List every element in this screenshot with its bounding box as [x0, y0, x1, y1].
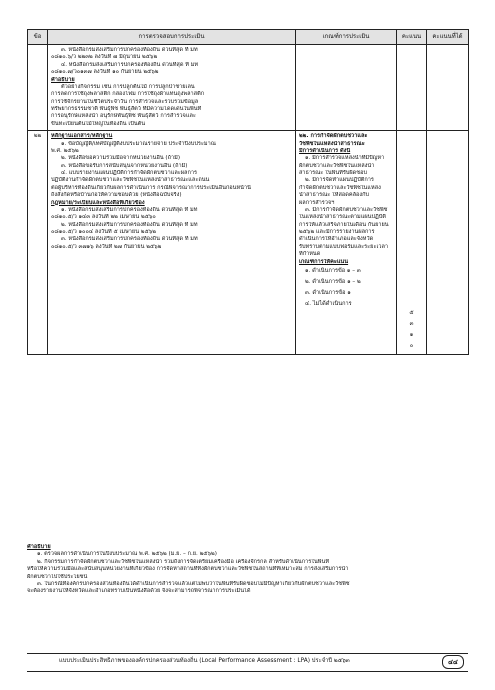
- doc-line: พ.ศ. ๒๕๖๒: [51, 147, 79, 154]
- prev-desc-line: ขึ้นทะเบียนต้นไม้ใหญ่ในท้องถิ่น เป็นต้น: [51, 120, 146, 127]
- page-number: ๔๔: [442, 655, 464, 669]
- law-line: ๐๘๑๐.๕/ว ๓๗๑๖ ลงวันที่ ๒๗ กันยายน ๒๕๖๒: [51, 243, 162, 250]
- criteria-line: ๒๕๖๒ และมีการรายงานผลการ: [299, 229, 375, 235]
- prev-desc-line: การอนุรักษ์แหล่งน้ำ อนุรักษ์พันธุ์พืช พันธุ์สัตว์ การสำรวจและ: [51, 113, 196, 120]
- assessment-table: [27, 29, 469, 355]
- criteria-line: กำจัดผักตบชวาและวัชพืชในแหล่ง: [299, 184, 381, 191]
- header-criteria: เกณฑ์การประเมิน: [296, 30, 397, 45]
- score-cell: [397, 131, 427, 355]
- table-header-row: [28, 30, 469, 45]
- doc-line: ๒. หนังสือขอความร่วมมือจากหน่วยงานอื่น (ถ้ามี): [61, 155, 181, 162]
- table-row-22: [28, 131, 469, 355]
- prev-got-cell: [427, 45, 469, 131]
- footer-text: แบบประเมินประสิทธิภาพขององค์กรปกครองส่วนท้องถิ่น (Local Performance Assessment : LPA) ประจำปี ๒๕๖๓: [59, 658, 350, 664]
- law-line: ๑. หนังสือกรมส่งเสริมการปกครองท้องถิ่น ด่วนที่สุด ที่ มท: [61, 206, 198, 213]
- prev-criteria-cell: [296, 45, 397, 131]
- score-criteria-line: ๔. ไม่ได้ดำเนินการ: [305, 300, 352, 307]
- criteria-line: ๓. มีการกำจัดผักตบชวาและวัชพืช: [305, 206, 388, 213]
- prev-desc-line: การลดการใช้ถุงพลาสติก กล่องโฟม การใช้ถุงผ้าแทนถุงพลาสติก: [51, 91, 205, 98]
- criteria-line: ผักตบชวาและวัชพืชในแหล่งน้ำ: [299, 162, 375, 169]
- table-row-previous: [28, 45, 469, 131]
- header-got: คะแนนที่ได้: [427, 30, 469, 45]
- criteria-line: ผลการสำรวจฯ: [299, 199, 335, 206]
- notes-line: หรือให้ความร่วมมือและสนับสนุนหน่วยงานที่เกี่ยวข้อง การจัดหาสถานที่ทิ้งผักตบชวาและวัชพืชในสถานที่ที่เหมาะสม การส่งเสริมการนำ: [27, 566, 349, 573]
- score-criteria-line: ๑. ดำเนินการข้อ ๑ – ๓: [305, 267, 361, 274]
- score-criteria-line: ๒. ดำเนินการข้อ ๑ – ๒: [305, 278, 361, 285]
- notes-line: จะต้องรายงานให้จังหวัดและอำเภอทราบเป็นหนังสือด้วย จึงจะสามารถพิจารณาการประเมินได้: [27, 588, 251, 595]
- criteria-cell: [296, 131, 397, 355]
- prev-desc-title: คำอธิบาย: [51, 76, 75, 83]
- criteria-title: ๒๒. การกำจัดผักตบชวาและ: [299, 133, 368, 140]
- criteria-line: น้ำสาธารณะ ให้สอดคล้องกับ: [299, 192, 370, 199]
- header-score: คะแนน: [397, 30, 427, 45]
- criteria-title: วัชพืชในแหล่งน้ำสาธารณะ: [299, 140, 365, 147]
- score-value: ๑: [409, 332, 414, 339]
- doc-line: ๓. หนังสือขอรับการสนับสนุนจากหน่วยงานอื่น (ถ้ามี): [61, 162, 188, 169]
- criteria-line: ๒. มีการจัดทำแผนปฏิบัติการ: [305, 177, 374, 184]
- criteria-line: ที่กำหนด: [299, 251, 321, 258]
- criteria-line: การให้แล้วเสร็จภายในเดือน กันยายน: [299, 221, 389, 228]
- law-line: ๒. หนังสือกรมส่งเสริมการปกครองท้องถิ่น ด่วนที่สุด ที่ มท: [61, 221, 198, 228]
- got-score-cell: [427, 131, 469, 355]
- prev-check-cell: [48, 45, 296, 131]
- score-value: ๕: [409, 310, 414, 317]
- page-footer: [27, 653, 468, 672]
- criteria-line: ๑. มีการสำรวจแหล่งน้ำที่มีปัญหา: [305, 155, 385, 162]
- law-title: กฎหมาย/ระเบียบและหนังสือที่เกี่ยวข้อง: [51, 199, 145, 206]
- prev-score-cell: [397, 45, 427, 131]
- docs-title: หลักฐานเอกสาร/หลักฐาน: [51, 133, 113, 140]
- explanation-notes: [27, 544, 468, 596]
- doc-line: ปฏิบัติงานกำจัดผักตบชวาและวัชพืชในแหล่งน้ำสาธารณะและถนน: [51, 177, 210, 184]
- score-value: ๓: [409, 321, 414, 328]
- notes-line: ๒. กิจกรรมการกำจัดผักตบชวาและวัชพืชในแหล่งน้ำ รวมถึงการจัดเตรียมเครื่องมือ เครื่องจักรกล สำหรับดำเนินการในพื้นที่: [37, 558, 330, 565]
- notes-line: ผักตบชวาไปใช้ประโยชน์: [27, 573, 88, 580]
- header-check: การตรวจสอบการประเมิน: [48, 30, 296, 45]
- row-number: ๒๒: [28, 131, 48, 355]
- prev-law-line: ๐๘๑๐.๖/ว ๒๒๓๒ ลงวันที่ ๗ มิถุนายน ๒๕๖๒: [51, 54, 158, 61]
- doc-line: ๑. ข้อบัญญัติ/เทศบัญญัติงบประมาณรายจ่าย ประจำปีงบประมาณ: [61, 140, 216, 147]
- doc-line: ต่อผู้บริหารท้องถิ่นเกี่ยวกับผลการดำเนินการ กรณีพิจารณาการประเมินอื่นก่อนหน้านี้: [51, 184, 251, 191]
- prev-desc-line: การใช้จักรยานในชีวิตประจำวัน การสำรวจและรวบรวมข้อมูล: [51, 98, 199, 105]
- prev-law-line: ๐๘๑๐.๗/ว๐๑๓๗ ลงวันที่ ๑๐ กันยายน ๒๕๖๒: [51, 69, 159, 76]
- law-line: ๐๘๑๐.๕/ว ๑๔๓ ลงวันที่ ๒๒ เมษายน ๒๕๖๐: [51, 214, 156, 221]
- score-criteria-title: เกณฑ์การให้คะแนน: [299, 258, 349, 265]
- law-line: ๓. หนังสือกรมส่งเสริมการปกครองท้องถิ่น ด่วนที่สุด ที่ มท: [61, 236, 198, 243]
- criteria-subtitle: มีการดำเนินการ ดังนี้: [299, 147, 351, 154]
- score-value: ๐: [409, 343, 414, 350]
- notes-line: ๑. ตรวจผลการดำเนินการในปีงบประมาณ พ.ศ. ๒๕๖๒ (ม.ย. – ก.ย. ๒๕๖๒): [37, 551, 217, 558]
- law-line: ๐๘๑๐.๕/ว ๑๐๐๔ ลงวันที่ ๕ เมษายน ๒๕๖๒: [51, 229, 156, 235]
- notes-title: คำอธิบาย: [27, 544, 51, 550]
- check-cell: [48, 131, 296, 355]
- prev-law-line: ๔. หนังสือกรมส่งเสริมการปกครองท้องถิ่น ด่วนที่สุด ที่ มท: [61, 61, 199, 68]
- header-no: ข้อ: [28, 30, 48, 45]
- prev-desc-line: ตัวอย่างกิจกรรม เช่น การปลูกต้นไม้ การปลูกป่าชายเลน: [61, 83, 195, 90]
- criteria-line: ดำเนินการให้อำเภอและจังหวัด: [299, 236, 374, 243]
- doc-line: ถึงสังกัดหรือบ้านก่อให้ความชอบด้วย (หนังสือฉบับจริง): [51, 192, 182, 199]
- prev-desc-line: ทรัพยากรธรรมชาติ พันธุ์พืช พันธุ์สัตว์ ที่มีความโดดเด่นในพื้นที่: [51, 106, 202, 112]
- criteria-line: ในแหล่งน้ำสาธารณะตามแผนปฏิบัติ: [299, 214, 386, 221]
- score-criteria-line: ๓. ดำเนินการข้อ ๑: [305, 289, 351, 296]
- criteria-line: สาธารณะ ในพื้นที่รับผิดชอบ: [299, 170, 368, 176]
- notes-line: ๓. ในกรณีที่องค์กรปกครองส่วนท้องถิ่นได้ดำเนินการสำรวจแล้วแต่ไม่พบว่าในพื้นที่รับผิดชอบไม่มีปัญหาเกี่ยวกับผักตบชวาและวัชพืช: [37, 580, 350, 587]
- prev-law-line: ๓. หนังสือกรมส่งเสริมการปกครองท้องถิ่น ด่วนที่สุด ที่ มท: [61, 47, 198, 53]
- doc-line: ๔. แบบรายงานแผนปฏิบัติการกำจัดผักตบชวาและผลการ: [61, 170, 197, 176]
- criteria-line: รับทราบตามแบบฟอร์มและระยะเวลา: [299, 243, 389, 250]
- prev-no-cell: [28, 45, 48, 131]
